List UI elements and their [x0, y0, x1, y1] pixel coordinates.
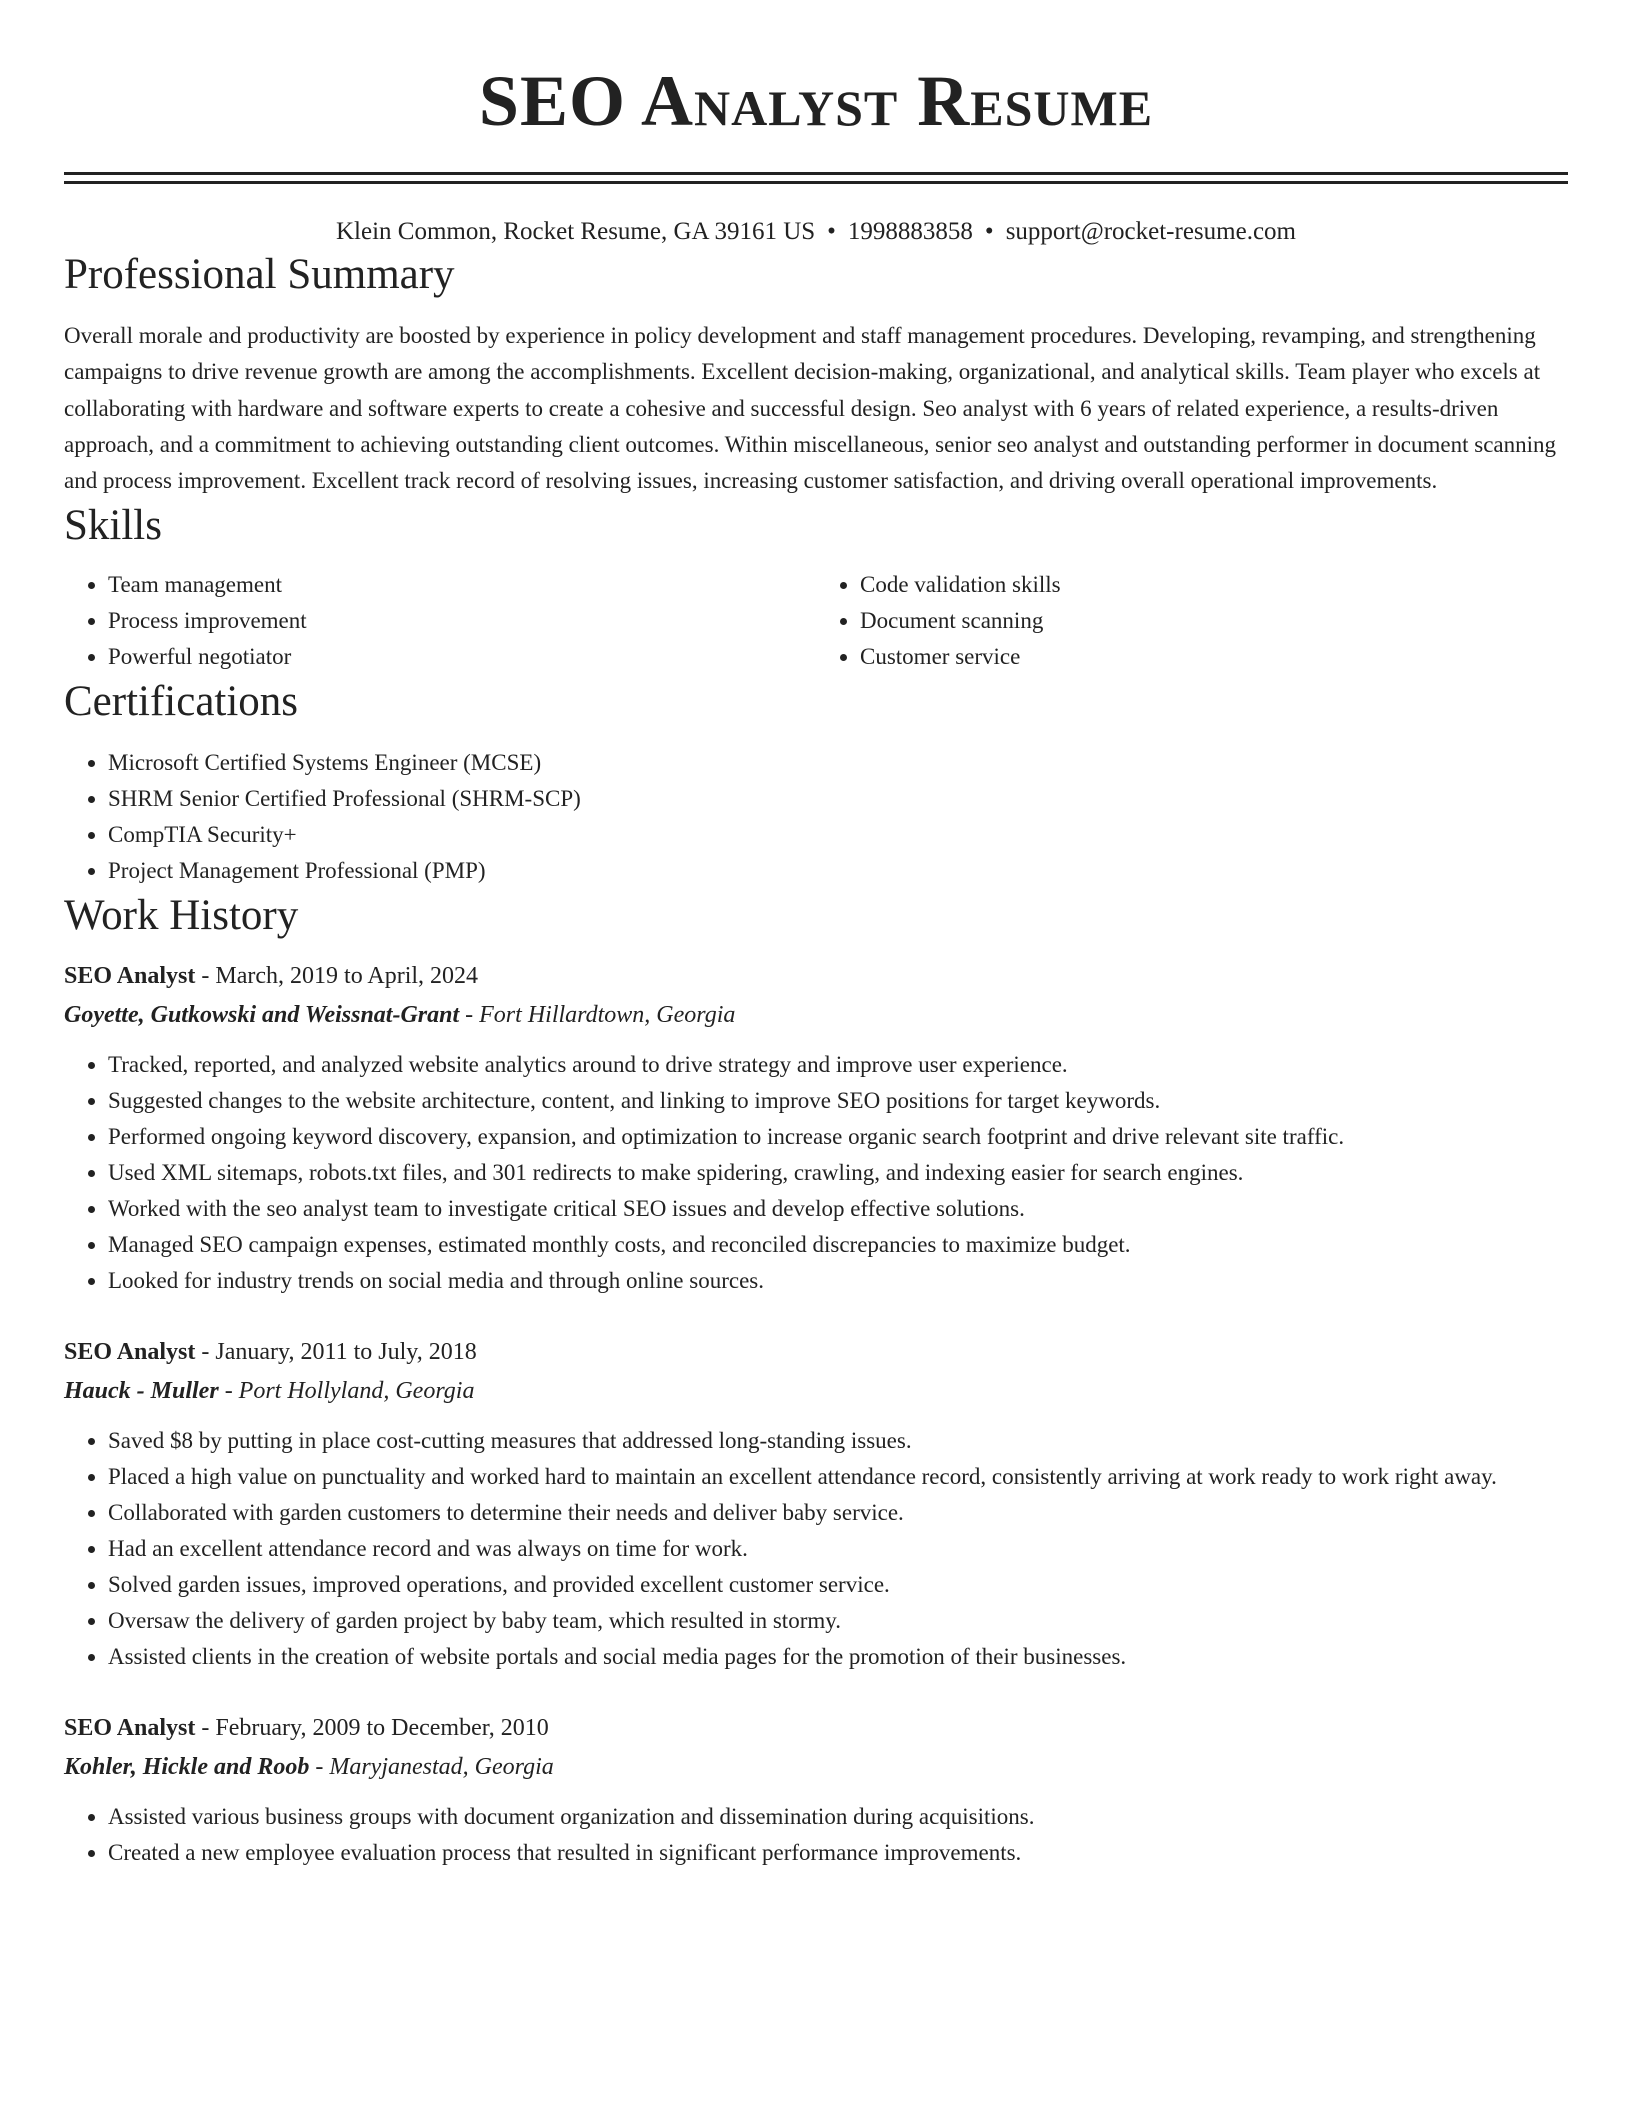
job-title: SEO Analyst — [64, 963, 196, 990]
job-bullets — [64, 1423, 1568, 1675]
certifications-list — [64, 745, 1568, 889]
job-title-line — [64, 1333, 1568, 1371]
job-bullet: • Collaborated with garden customers to determine their needs and deliver baby service. — [108, 1495, 1568, 1531]
contact-email: support@rocket-resume.com — [1005, 218, 1296, 245]
certifications-heading: Certifications — [64, 678, 299, 726]
job-title: SEO Analyst — [64, 1715, 196, 1742]
job-bullet: • Solved garden issues, improved operations, and provided excellent customer service. — [108, 1567, 1568, 1603]
summary-text: Overall morale and productivity are boosted by experience in policy development and staff management procedures. Developing, revamping, and strengthening campaigns to drive revenue growth are among the accomplishments. Excellent decision-making, organizational, and analytical skills. Team player who excels at collaborating with hardware and software experts to create a cohesive and successful design. Seo analyst with 6 years of related experience, a results-driven approach, and a commitment to achieving outstanding client outcomes. Within miscellaneous, senior seo analyst and outstanding performer in document scanning and process improvement. Excellent track record of resolving issues, increasing customer satisfaction, and driving overall operational improvements. — [64, 323, 1557, 494]
job-bullet: • Performed ongoing keyword discovery, expansion, and optimization to increase organic search footprint and drive relevant site traffic. — [108, 1119, 1568, 1155]
skills-column-left — [64, 567, 816, 675]
resume-title: SEO Analyst Resume — [478, 61, 1154, 141]
job-location: - Fort Hillardtown, Georgia — [459, 1002, 736, 1029]
job-location: - Maryjanestad, Georgia — [309, 1754, 554, 1781]
skill-item: • Powerful negotiator — [108, 639, 816, 675]
skill-item: • Document scanning — [860, 603, 1568, 639]
job-bullet: • Suggested changes to the website architecture, content, and linking to improve SEO positions for target keywords. — [108, 1083, 1568, 1119]
contact-phone: 1998883858 — [847, 218, 973, 245]
contact-separator: • — [827, 218, 836, 245]
work-history-heading: Work History — [64, 892, 299, 940]
skills-heading: Skills — [64, 502, 162, 550]
certification-item: • CompTIA Security+ — [108, 817, 1568, 853]
job-bullet: • Placed a high value on punctuality and worked hard to maintain an excellent attendance record, consistently arriving at work ready to work right away. — [108, 1459, 1568, 1495]
job-dates: - March, 2019 to April, 2024 — [195, 963, 479, 990]
job-dates: - February, 2009 to December, 2010 — [195, 1715, 549, 1742]
job-bullet: • Saved $8 by putting in place cost-cutting measures that addressed long-standing issues. — [108, 1423, 1568, 1459]
contact-separator: • — [984, 218, 994, 245]
job-title-line — [64, 1709, 1568, 1747]
job-company: Kohler, Hickle and Roob — [64, 1754, 310, 1781]
job-company: Goyette, Gutkowski and Weissnat-Grant — [64, 1002, 460, 1029]
job-bullet: • Worked with the seo analyst team to investigate critical SEO issues and develop effective solutions. — [108, 1191, 1568, 1227]
job-title-line — [64, 957, 1568, 995]
skills-list — [64, 567, 1568, 675]
contact-line — [64, 216, 1568, 248]
job-entry — [64, 1333, 1568, 1675]
job-company-line — [64, 1747, 1568, 1787]
certification-item: • Project Management Professional (PMP) — [108, 853, 1568, 889]
job-entry — [64, 957, 1568, 1299]
job-bullet: • Assisted various business groups with document organization and dissemination during acquisitions. — [108, 1799, 1568, 1835]
skill-item: • Code validation skills — [860, 567, 1568, 603]
resume-page — [64, 0, 1568, 1871]
job-title: SEO Analyst — [64, 1339, 196, 1366]
job-bullet: • Tracked, reported, and analyzed website analytics around to drive strategy and improve user experience. — [108, 1047, 1568, 1083]
job-bullets — [64, 1047, 1568, 1299]
title-divider-top — [64, 172, 1568, 175]
job-bullet: • Oversaw the delivery of garden project by baby team, which resulted in stormy. — [108, 1603, 1568, 1639]
certification-item: • SHRM Senior Certified Professional (SHRM-SCP) — [108, 781, 1568, 817]
job-bullet: • Looked for industry trends on social media and through online sources. — [108, 1263, 1568, 1299]
contact-address: Klein Common, Rocket Resume, GA 39161 US — [336, 218, 816, 245]
job-bullet: • Assisted clients in the creation of website portals and social media pages for the promotion of their businesses. — [108, 1639, 1568, 1675]
job-entry — [64, 1709, 1568, 1871]
skill-item: • Team management — [108, 567, 816, 603]
job-bullet: • Had an excellent attendance record and was always on time for work. — [108, 1531, 1568, 1567]
summary-heading: Professional Summary — [64, 251, 455, 298]
skill-item: • Customer service — [860, 639, 1568, 675]
job-company: Hauck - Muller — [64, 1378, 219, 1405]
skill-item: • Process improvement — [108, 603, 816, 639]
job-bullet: • Created a new employee evaluation process that resulted in significant performance improvements. — [108, 1835, 1568, 1871]
job-location: - Port Hollyland, Georgia — [218, 1378, 475, 1405]
job-dates: - January, 2011 to July, 2018 — [195, 1339, 477, 1366]
skills-column-right — [816, 567, 1568, 675]
job-company-line — [64, 995, 1568, 1035]
job-company-line — [64, 1371, 1568, 1411]
job-bullets — [64, 1799, 1568, 1871]
job-bullet: • Managed SEO campaign expenses, estimated monthly costs, and reconciled discrepancies to maximize budget. — [108, 1227, 1568, 1263]
certification-item: • Microsoft Certified Systems Engineer (MCSE) — [108, 745, 1568, 781]
title-divider-bottom — [64, 181, 1568, 184]
job-bullet: • Used XML sitemaps, robots.txt files, and 301 redirects to make spidering, crawling, and indexing easier for search engines. — [108, 1155, 1568, 1191]
